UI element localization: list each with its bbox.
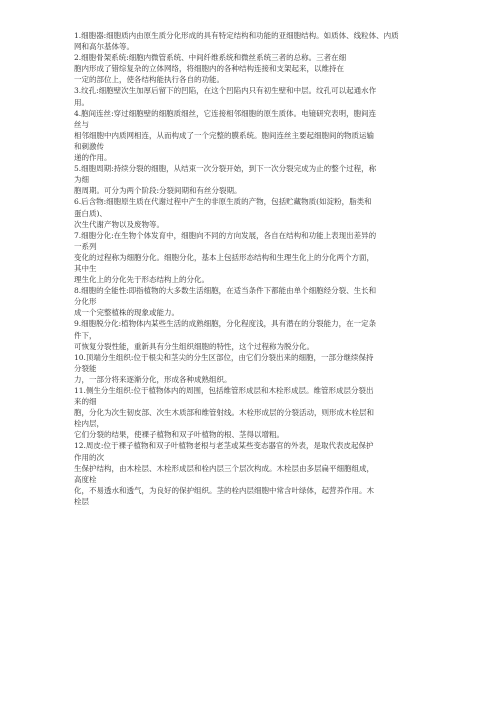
text-line: 生保护结构，由木栓层、木栓形成层和栓内层三个层次构成。木栓层由多层扁平细胞组成， bbox=[74, 463, 374, 473]
text-line: 一系列 bbox=[74, 241, 97, 251]
text-line: 来的细 bbox=[74, 397, 97, 407]
text-line: 力，一部分将来逐渐分化，形成各种成熟组织。 bbox=[74, 374, 232, 384]
text-line: 变化的过程称为细胞分化。细胞分化，基本上包括形态结构和生理生化上的分化两个方面， bbox=[74, 252, 374, 262]
text-line: 可恢复分裂性能，重新具有分生组织细胞的特性，这个过程称为脱分化。 bbox=[74, 341, 314, 351]
text-line: 12.周皮:位于裸子植物和双子叶植物老根与老茎或某些变态器官的外表，是取代表皮起保护 bbox=[74, 441, 374, 451]
text-line: 4.胞间连丝:穿过细胞壁的细胞质细丝，它连接相邻细胞的原生质体。电镜研究表明，胞间连 bbox=[74, 108, 377, 118]
text-line: 丝与 bbox=[74, 119, 89, 129]
text-line: 一定的部位上，使各结构能执行各自的功能。 bbox=[74, 75, 224, 85]
text-line: 和刺激传 bbox=[74, 141, 104, 151]
text-line: 9.细胞脱分化:植物体内某些生活的成熟细胞，分化程度浅，具有潜在的分裂能力，在一定条 bbox=[74, 319, 377, 329]
text-line: 高度栓 bbox=[74, 474, 97, 484]
text-line: 5.细胞周期:持续分裂的细胞，从结束一次分裂开始，到下一次分裂完成为止的整个过程，称 bbox=[74, 164, 377, 174]
text-line: 11.侧生分生组织:位于植物体内的周围，包括维管形成层和木栓形成层。维管形成层分裂出 bbox=[74, 386, 374, 395]
text-line: 递的作用。 bbox=[74, 153, 112, 163]
text-line: 次生代谢产物以及废物等。 bbox=[74, 219, 164, 229]
text-line: 胞，分化为次生韧皮部、次生木质部和维管射线。木栓形成层的分裂活动，则形成木栓层和 bbox=[74, 408, 374, 418]
text-line: 分化形 bbox=[74, 297, 97, 307]
text-line: 它们分裂的结果，使裸子植物和双子叶植物的根、茎得以增粗。 bbox=[74, 430, 284, 440]
text-line: 件下， bbox=[74, 330, 97, 340]
text-line: 化，不易透水和透气，为良好的保护组织。茎的栓内层细胞中常含叶绿体，起营养作用。木 bbox=[74, 485, 374, 495]
text-line: 6.后含物:细胞原生质在代谢过程中产生的非原生质的产物，包括贮藏物质(如淀粉，脂类和 bbox=[74, 197, 372, 207]
text-line: 7.细胞分化:在生物个体发育中，细胞向不同的方向发展，各自在结构和功能上表现出差异的 bbox=[74, 230, 377, 240]
text-line: 作用的次 bbox=[74, 452, 104, 462]
text-line: 栓内层， bbox=[74, 419, 104, 429]
text-line: 理生化上的分化先于形态结构上的分化。 bbox=[74, 275, 209, 285]
text-line: 1.细胞器:细胞质内由原生质分化形成的具有特定结构和功能的亚细胞结构。如质体、线粒体、内质 bbox=[74, 31, 399, 40]
text-line: 10.顶端分生组织:位于根尖和茎尖的分生区部位，由它们分裂出来的细胞，一部分继续保持 bbox=[74, 352, 374, 362]
text-line: 2.细胞骨架系统:细胞内微管系统、中间纤维系统和微丝系统三者的总称。三者在细 bbox=[74, 53, 347, 63]
text-line: 成一个完整植株的现象或能力。 bbox=[74, 308, 179, 318]
text-line: 其中生 bbox=[74, 263, 97, 273]
text-line: 为细 bbox=[74, 175, 89, 185]
text-line: 网和高尔基体等。 bbox=[74, 42, 134, 52]
text-line: 分裂能 bbox=[74, 363, 97, 373]
text-line: 8.细胞的全能性:即指植物的大多数生活细胞，在适当条件下都能由单个细胞经分裂、生长和 bbox=[74, 286, 377, 296]
document-page bbox=[74, 30, 426, 507]
text-line: 蛋白质)、 bbox=[74, 208, 107, 218]
text-line: 胞周期。可分为两个阶段:分裂间期和有丝分裂期。 bbox=[74, 186, 242, 196]
text-line: 3.纹孔:细胞壁次生加厚后留下的凹陷，在这个凹陷内只有初生壁和中层。纹孔可以起通水作 bbox=[74, 86, 377, 96]
text-line: 栓层 bbox=[74, 496, 89, 506]
text-line: 用。 bbox=[74, 97, 89, 107]
text-line: 相邻细胞中内质网相连，从而构成了一个完整的膜系统。胞间连丝主要起细胞间的物质运输 bbox=[74, 130, 374, 140]
text-line: 胞内形成了错综复杂的立体网络，将细胞内的各种结构连接和支架起来，以维持在 bbox=[74, 64, 344, 74]
